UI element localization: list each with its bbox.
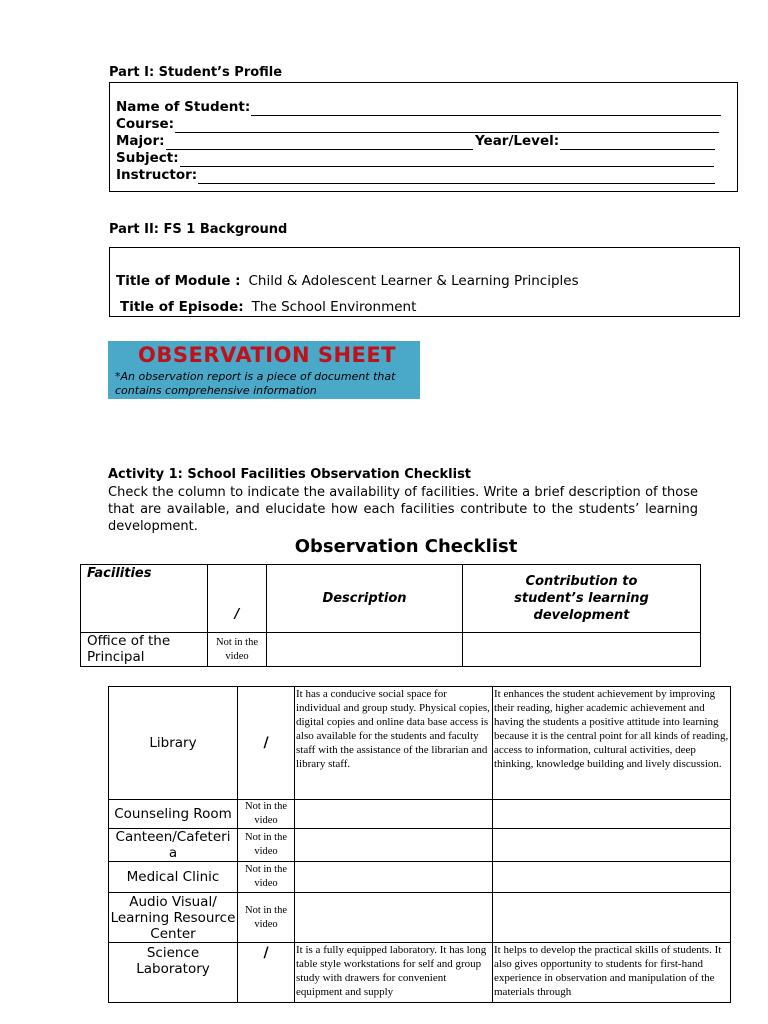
facility-cell [109,829,238,862]
contribution-cell[interactable] [493,943,731,1003]
table-row [109,800,731,829]
checklist-table [108,686,731,1003]
contribution-cell[interactable] [493,829,731,862]
name-input-line[interactable] [251,102,721,116]
facility-cell [109,893,238,943]
description-cell[interactable] [267,633,463,667]
facility-name: Science Laboratory [136,945,210,977]
major-input-line[interactable] [166,136,473,150]
facility-cell [109,862,238,893]
description-cell[interactable] [295,893,493,943]
table-header-row [81,565,701,633]
facility-name: Library [149,735,197,751]
availability-mark: Not in the video [245,904,287,930]
facility-name: Office of the Principal [87,633,171,665]
table-row [81,633,701,667]
observation-sheet-note: *An observation report is a piece of document that contains comprehensive information [115,370,396,397]
facility-name: Medical Clinic [126,869,220,885]
availability-mark: Not in the video [245,832,287,857]
check-cell[interactable] [238,862,295,893]
header-contribution: Contribution to student’s learning development [514,574,649,623]
year-level-input-line[interactable] [560,136,715,150]
check-cell[interactable] [208,633,267,667]
instructor-label: Instructor: [116,167,198,183]
description-cell[interactable] [295,687,493,800]
subject-label: Subject: [116,150,179,166]
contribution-cell[interactable] [493,893,731,943]
check-cell[interactable] [238,943,295,1003]
student-profile-box [109,82,738,192]
module-label: Title of Module : [116,273,241,289]
table-row [109,862,731,893]
course-field[interactable] [116,116,719,133]
header-contribution-cell [463,565,701,633]
description-cell[interactable] [295,829,493,862]
check-cell[interactable] [238,893,295,943]
facility-cell [109,687,238,800]
header-check-cell [208,565,267,633]
instructor-input-line[interactable] [198,170,715,184]
table-row [109,687,731,800]
availability-mark: / [263,945,269,961]
facility-cell [109,800,238,829]
course-label: Course: [116,116,175,132]
part2-heading: Part II: FS 1 Background [109,222,288,237]
activity-title: Activity 1: School Facilities Observation Checklist [108,467,472,482]
description-cell[interactable] [295,800,493,829]
episode-label: Title of Episode: [120,299,244,315]
description-cell[interactable] [295,862,493,893]
major-label: Major: [116,133,165,149]
header-description: Description [322,591,407,606]
name-label: Name of Student: [116,99,251,115]
facility-name: Canteen/Cafeteria [115,829,231,861]
header-description-cell [267,565,463,633]
availability-mark: Not in the video [245,801,287,826]
checklist-header-table [80,564,701,667]
observation-sheet-title: OBSERVATION SHEET [138,343,397,367]
instructor-field[interactable] [116,167,715,184]
facility-cell [109,943,238,1003]
year-level-field[interactable] [475,133,715,150]
fs1-background-box [109,247,740,317]
description-text: It is a fully equipped laboratory. It has long table style workstations for self and group study with drawers for convenient equipment and supply [296,944,487,998]
table-row [109,893,731,943]
major-field[interactable] [116,133,473,150]
episode-value: The School Environment [251,299,417,315]
episode-row [120,299,416,315]
table-row [109,943,731,1003]
contribution-text: It helps to develop the practical skills of students. It also gives opportunity to students for first-hand experience in observation and manipulation of the materials through [494,944,722,998]
check-cell[interactable] [238,829,295,862]
contribution-cell[interactable] [463,633,701,667]
module-row [116,273,579,289]
contribution-cell[interactable] [493,800,731,829]
facility-cell [81,633,208,667]
description-cell[interactable] [295,943,493,1003]
name-field[interactable] [116,99,721,116]
availability-mark: Not in the video [216,636,258,662]
header-check: / [234,607,240,622]
observation-sheet-banner [108,341,420,399]
checklist-title: Observation Checklist [294,536,518,557]
facility-name: Counseling Room [114,806,232,822]
part1-heading: Part I: Student’s Profile [109,65,283,80]
table-row [109,829,731,862]
facility-name: Audio Visual/ Learning Resource Center [110,893,236,942]
subject-field[interactable] [116,150,714,167]
header-facilities-cell [81,565,208,633]
description-text: It has a conducive social space for individual and group study. Physical copies, digital copies and online data base access is also available for the students and faculty staff with the assistance of the librarian and library staff. [296,688,490,770]
availability-mark: Not in the video [245,864,287,889]
module-value: Child & Adolescent Learner & Learning Principles [248,273,579,289]
activity-description: Check the column to indicate the availability of facilities. Write a brief description of those that are available, and elucidate how each facilities contribute to the students’ learning development. [108,485,698,534]
header-facilities: Facilities [87,566,152,581]
contribution-text: It enhances the student achievement by improving their reading, higher academic achievement and having the students a positive attitude into learning because it is the central point for all kinds of reading, access to information, cultural activities, deep thinking, knowledge building and lively discussion. [494,688,729,770]
contribution-cell[interactable] [493,862,731,893]
course-input-line[interactable] [175,119,719,133]
subject-input-line[interactable] [180,153,714,167]
contribution-cell[interactable] [493,687,731,800]
year-level-label: Year/Level: [475,133,560,149]
availability-mark: / [263,735,269,751]
check-cell[interactable] [238,800,295,829]
check-cell[interactable] [238,687,295,800]
